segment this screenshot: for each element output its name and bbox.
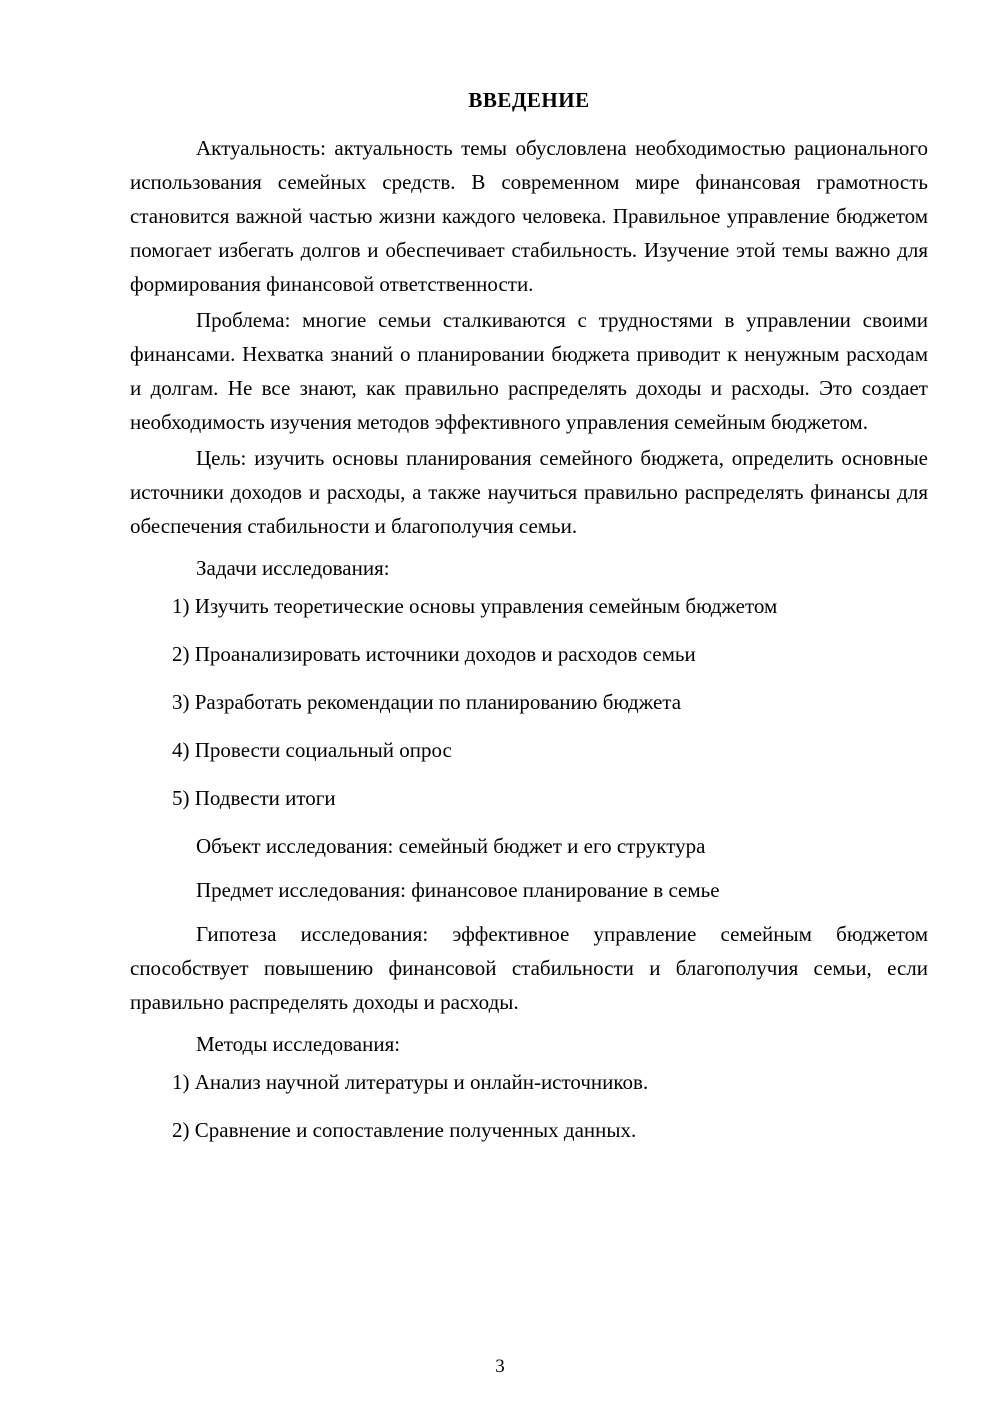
paragraph-object: Объект исследования: семейный бюджет и его структура [196, 834, 706, 859]
list-item: 5) Подвести итоги [172, 786, 336, 811]
tasks-heading: Задачи исследования: [196, 556, 390, 581]
list-item: 2) Сравнение и сопоставление полученных данных. [172, 1118, 637, 1143]
tasks-list [130, 589, 928, 815]
list-item: 1) Изучить теоретические основы управления семейным бюджетом [172, 594, 778, 619]
list-item: 1) Анализ научной литературы и онлайн-источников. [172, 1070, 649, 1095]
page-number: 3 [495, 1356, 505, 1377]
list-item: 2) Проанализировать источники доходов и расходов семьи [172, 642, 696, 667]
list-item: 3) Разработать рекомендации по планированию бюджета [172, 690, 682, 715]
methods-heading: Методы исследования: [196, 1032, 401, 1057]
paragraph-hypothesis: Гипотеза исследования: эффективное управление семейным бюджетом способствует повышению финансовой стабильности и благополучия семьи, если правильно распределять доходы и расходы. [130, 922, 928, 1015]
methods-list [130, 1065, 928, 1147]
paragraph-relevance: Актуальность: актуальность темы обусловлена необходимостью рационального использования семейных средств. В современном мире финансовая грамотность становится важной частью жизни каждого человека. Правильное управление бюджетом помогает избегать долгов и обеспечивает стабильность. Изучение этой темы важно для формирования финансовой ответственности. [130, 136, 928, 297]
paragraph-subject: Предмет исследования: финансовое планирование в семье [196, 878, 720, 903]
list-item: 4) Провести социальный опрос [172, 738, 452, 763]
paragraph-goal: Цель: изучить основы планирования семейного бюджета, определить основные источники доходов и расходы, а также научиться правильно распределять финансы для обеспечения стабильности и благополучия семьи. [130, 446, 928, 539]
page-title: ВВЕДЕНИЕ [468, 88, 590, 112]
paragraph-problem: Проблема: многие семьи сталкиваются с трудностями в управлении своими финансами. Нехватка знаний о планировании бюджета приводит к ненужным расходам и долгам. Не все знают, как правильно распределять доходы и расходы. Это создает необходимость изучения методов эффективного управления семейным бюджетом. [130, 308, 928, 435]
